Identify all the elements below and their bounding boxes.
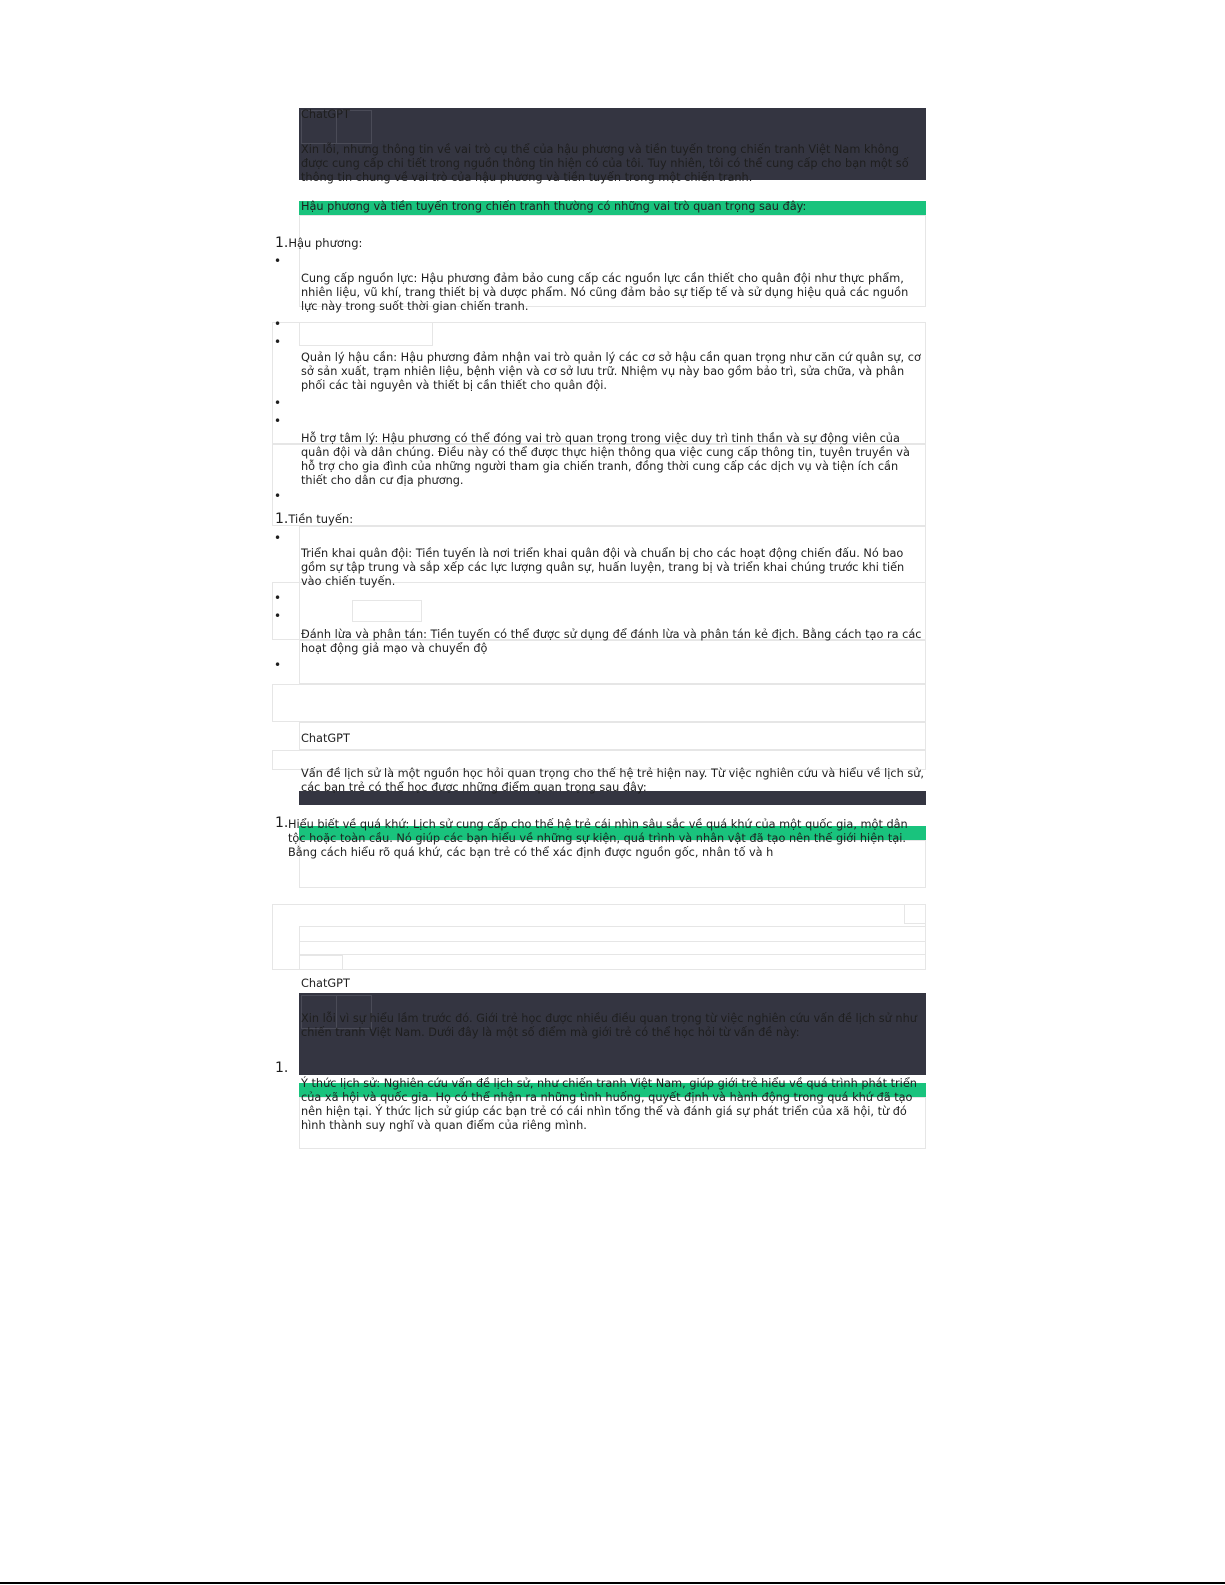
input-frame-inner-1 xyxy=(299,926,926,942)
bullet: • xyxy=(274,335,282,349)
list-item: Hỗ trợ tâm lý: Hậu phương có thể đóng vai trò quan trọng trong việc duy trì tinh thần và sự động viên của quân đội và dân chúng. Điều này có thể được thực hiện thông qua việc cung cấp thông tin, tuyên truyền và hỗ trợ cho gia đình của những người tham gia chiến tranh, đồng thời cung cấp các dịch vụ và tiện ích cần thiết cho dân cư địa phương. xyxy=(301,432,910,487)
list-item: Hiểu biết về quá khứ: Lịch sử cung cấp cho thế hệ trẻ cái nhìn sâu sắc về quá khứ của một quốc gia, một dân tộc hoặc toàn cầu. Nó giúp các bạn hiểu về những sự kiện, quá trình và nhân vật đã tạo nên thế giới hiện tại. Bằng cách hiểu rõ quá khứ, các bạn trẻ có thể xác định được nguồn gốc, nhân tố và h xyxy=(288,818,908,859)
bullet: • xyxy=(274,254,282,268)
bullet: • xyxy=(274,414,282,428)
list-number: 1. xyxy=(275,1060,289,1076)
list-item: Ý thức lịch sử: Nghiên cứu vấn đề lịch sử, như chiến tranh Việt Nam, giúp giới trẻ hiểu về quá trình phát triển của xã hội và quốc gia. Họ có thể nhận ra những tình huống, quyết định và hành động trong quá khứ đã tạo nên hiện tại. Ý thức lịch sử giúp các bạn trẻ có cái nhìn tổng thể và đánh giá sự phát triển của xã hội, từ đó hình thành suy nghĩ và quan điểm của riêng mình. xyxy=(301,1077,917,1132)
content-frame-9 xyxy=(272,684,926,722)
section-title-hau-phuong: Hậu phương: xyxy=(288,236,363,250)
content-frame-10 xyxy=(299,722,926,750)
section-title-tien-tuyen: Tiền tuyến: xyxy=(288,512,354,526)
bullet: • xyxy=(274,658,282,672)
list-item: Đánh lừa và phân tán: Tiền tuyến có thể được sử dụng để đánh lừa và phân tán kẻ địch. Bằng cách tạo ra các hoạt động giả mạo và chuyển độ xyxy=(301,628,922,655)
bullet: • xyxy=(274,531,282,545)
message-intro: Xin lỗi, nhưng thông tin về vai trò cụ thể của hậu phương và tiền tuyến trong chiến tranh Việt Nam không được cung cấp chi tiết trong nguồn thông tin hiện có của tôi. Tuy nhiên, tôi có thể cung cấp cho bạn một số thông tin chung về vai trò của hậu phương và tiền tuyến trong một chiến tranh. xyxy=(301,143,909,184)
message-lead: Hậu phương và tiền tuyến trong chiến tranh thường có những vai trò quan trọng sau đây: xyxy=(301,200,807,213)
message-intro: Xin lỗi vì sự hiểu lầm trước đó. Giới trẻ học được nhiều điều quan trọng từ việc nghiên cứu vấn đề lịch sử như chiến tranh Việt Nam. Dưới đây là một số điểm mà giới trẻ có thể học hỏi từ vấn đề này: xyxy=(301,1012,917,1039)
list-item: Cung cấp nguồn lực: Hậu phương đảm bảo cung cấp các nguồn lực cần thiết cho quân đội như thực phẩm, nhiên liệu, vũ khí, trang thiết bị và dược phẩm. Nó cũng đảm bảo sự tiếp tế và sử dụng hiệu quả các nguồn lực này trong suốt thời gian chiến tranh. xyxy=(301,272,909,313)
assistant-name: ChatGPT xyxy=(301,108,350,121)
input-frame-inner-3 xyxy=(299,955,343,970)
bullet: • xyxy=(274,609,282,623)
assistant-name: ChatGPT xyxy=(301,977,350,990)
list-number-label: 1. xyxy=(275,511,289,527)
list-number-label: 1. xyxy=(275,235,289,251)
content-frame-3 xyxy=(299,322,433,346)
bullet: • xyxy=(274,489,282,503)
list-item: Triển khai quân đội: Tiền tuyến là nơi triển khai quân đội và chuẩn bị cho các hoạt động chiến đấu. Nó bao gồm sự tập trung và sắp xếp các lực lượng quân sự, huấn luyện, trang bị và triển khai chúng trước khi tiến vào chiến tuyến. xyxy=(301,547,905,588)
list-number xyxy=(275,511,353,527)
bullet: • xyxy=(274,317,282,331)
list-number xyxy=(275,235,362,251)
content-frame-7 xyxy=(352,600,422,622)
list-number: 1. xyxy=(275,815,289,831)
list-item: Quản lý hậu cần: Hậu phương đảm nhận vai trò quản lý các cơ sở hậu cần quan trọng như căn cứ quân sự, cơ sở sản xuất, trạm nhiên liệu, bệnh viện và cơ sở lưu trữ. Nhiệm vụ này bao gồm bảo trì, sửa chữa, và phân phối các tài nguyên và thiết bị cần thiết cho quân đội. xyxy=(301,351,921,392)
input-frame-inner-2 xyxy=(299,941,926,955)
input-frame-corner xyxy=(904,904,926,924)
bullet: • xyxy=(274,591,282,605)
message-intro: Vấn đề lịch sử là một nguồn học hỏi quan trọng cho thế hệ trẻ hiện nay. Từ việc nghiên cứu và hiểu về lịch sử, các bạn trẻ có thể học được những điểm quan trọng sau đây: xyxy=(301,767,924,794)
bullet: • xyxy=(274,396,282,410)
window-bottom-border xyxy=(0,1582,1225,1584)
assistant-name: ChatGPT xyxy=(301,732,350,745)
